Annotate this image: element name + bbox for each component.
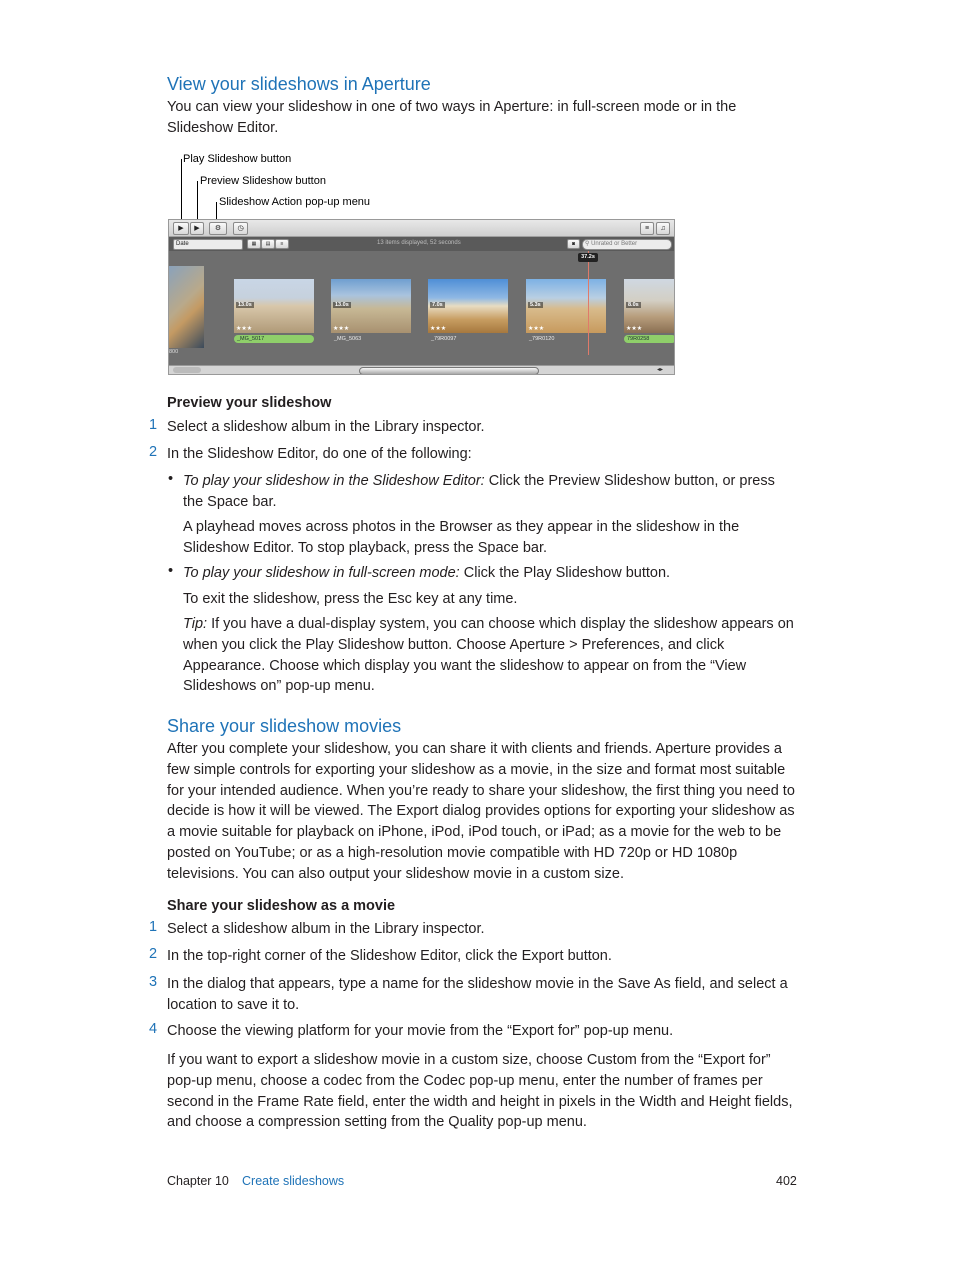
bullet-item [183, 563, 799, 584]
thumbnail-name: 79R0258 [624, 335, 675, 343]
browser-view-button[interactable] [640, 222, 654, 235]
bullet-lead: To play your slideshow in full-screen mode: [183, 565, 460, 581]
thumbnail-name: _MG_5063 [334, 336, 362, 342]
bullet-item [183, 471, 799, 513]
step-text: Select a slideshow album in the Library inspector. [167, 921, 485, 937]
step-number: 1 [149, 417, 158, 433]
step-number: 3 [149, 974, 158, 990]
tip-text: If you have a dual-display system, you can choose which display the slideshow appears on when you click the Play Slideshow button. Choose Aperture > Preferences, and click Appearance. Choose which display you want the slideshow to appear on from the “View Slideshows on” pop-up menu. [183, 616, 794, 695]
music-button[interactable] [656, 222, 670, 235]
star-rating: ★★★ [528, 326, 545, 332]
step-text: Select a slideshow album in the Library inspector. [167, 419, 485, 435]
filter-icon: ◙ [571, 241, 576, 247]
subheading-preview: Preview your slideshow [167, 395, 332, 411]
star-rating: ★★★ [333, 326, 350, 332]
step-text: In the dialog that appears, type a name for the slideshow movie in the Save As field, and select a location to save it to. [167, 976, 788, 1013]
thumbnail-item[interactable] [234, 279, 314, 342]
callout-play-slideshow: Play Slideshow button [183, 153, 292, 165]
step-number: 2 [149, 946, 158, 962]
callout-line [181, 159, 182, 225]
step-text: In the top-right corner of the Slideshow Editor, click the Export button. [167, 948, 612, 964]
footer-chapter-link[interactable]: Create slideshows [242, 1174, 345, 1188]
section-intro: After you complete your slideshow, you can share it with clients and friends. Aperture provides a few simple controls for exporting your slideshow as a movie, in the size and format most suitable for your intended audience. When you’re ready to share your slideshow, the first thing you need to decide is how it will be viewed. The Export dialog provides options for exporting your slideshow as a movie suitable for playback on iPhone, iPod, iPod touch, or iPad; as a movie for the web to be posted on YouTube; or as a high-resolution movie compatible with HD 720p or HD 1080p televisions. You can also output your slideshow movie in a custom size. [167, 741, 795, 882]
view-grid-button[interactable] [247, 239, 261, 249]
sort-value: Date [176, 241, 189, 247]
filmstrip-icon: ▤ [265, 241, 271, 247]
clock-icon: ◷ [237, 225, 244, 232]
play-slideshow-button[interactable] [173, 222, 189, 235]
list-view-icon: ≡ [280, 241, 284, 247]
playhead-time: 37.2s [578, 253, 598, 262]
section-intro: You can view your slideshow in one of two ways in Aperture: in full-screen mode or in the Slideshow Editor. [167, 99, 737, 136]
thumbnail-item[interactable] [428, 279, 508, 342]
star-rating: ★★★ [236, 326, 253, 332]
bullet: • [168, 563, 174, 579]
thumbnail-item[interactable] [624, 279, 675, 342]
bullet: • [168, 471, 174, 487]
bullet-paragraph: To exit the slideshow, press the Esc key at any time. [183, 591, 518, 607]
callout-action-menu: Slideshow Action pop-up menu [219, 196, 371, 208]
timer-button[interactable] [233, 222, 248, 235]
page-number: 402 [776, 1174, 797, 1188]
tip-paragraph [183, 614, 799, 697]
filter-value: Unrated or Better [591, 241, 638, 247]
bullet-paragraph: A playhead moves across photos in the Browser as they appear in the slideshow in the Slideshow Editor. To stop playback, press the Space bar. [183, 519, 740, 556]
tip-label: Tip: [183, 616, 208, 632]
gear-icon: ⚙ [214, 225, 222, 232]
search-filter-field[interactable] [582, 239, 672, 250]
list-icon: ≡ [644, 225, 650, 232]
bottom-bar [169, 365, 674, 375]
filmstrip [169, 251, 674, 365]
thumbnail-name: _79R0120 [529, 336, 555, 342]
section-title-view-slideshows: View your slideshows in Aperture [167, 74, 431, 94]
bullet-text: Click the Play Slideshow button. [459, 565, 671, 581]
star-rating: ★★★ [626, 326, 643, 332]
thumbnail-item[interactable] [526, 279, 606, 342]
duration-badge: 7.0s [432, 302, 443, 308]
music-note-icon: ♫ [660, 225, 666, 232]
sort-popup[interactable] [173, 239, 243, 250]
preview-slideshow-button[interactable] [190, 222, 204, 235]
step-text: In the Slideshow Editor, do one of the following: [167, 446, 472, 462]
bullet-text: Click the Preview Slideshow button, or press the Space bar. [183, 473, 775, 510]
star-rating: ★★★ [430, 326, 447, 332]
duration-badge: 8.0s [628, 302, 639, 308]
slideshow-editor-screenshot [168, 219, 675, 375]
step-text: Choose the viewing platform for your movie from the “Export for” pop-up menu. [167, 1023, 674, 1039]
step-number: 1 [149, 919, 158, 935]
preview-play-icon: ▶ [194, 225, 200, 232]
playhead[interactable] [588, 251, 589, 355]
thumbnail-name: _79R0097 [431, 336, 457, 342]
subheading-share: Share your slideshow as a movie [167, 898, 396, 914]
play-icon: ▶ [178, 225, 184, 232]
bullet-lead: To play your slideshow in the Slideshow Editor: [183, 473, 485, 489]
footer-chapter: Chapter 10 [167, 1174, 229, 1188]
section-title-share-movies: Share your slideshow movies [167, 716, 402, 736]
partial-thumb-label: 800 [169, 349, 179, 355]
callout-preview-slideshow: Preview Slideshow button [200, 175, 326, 187]
grid-icon: ▦ [251, 241, 257, 247]
search-icon: ⚲ [585, 241, 592, 247]
step-number: 4 [149, 1021, 158, 1037]
slideshow-action-menu[interactable] [209, 222, 227, 235]
zoom-slider[interactable] [173, 367, 201, 373]
duration-badge: 5.3s [530, 302, 541, 308]
items-status: 13 items displayed, 52 seconds [377, 240, 461, 246]
thumbnail-name: _MG_5017 [234, 335, 314, 343]
view-filmstrip-button[interactable] [261, 239, 275, 249]
horizontal-scrollbar[interactable] [359, 367, 539, 375]
view-list-button[interactable] [275, 239, 289, 249]
thumbnail-item[interactable] [331, 279, 411, 342]
duration-badge: 13.0s [238, 302, 252, 308]
browser-toolbar [169, 237, 674, 251]
duration-badge: 13.0s [335, 302, 349, 308]
closing-paragraph: If you want to export a slideshow movie in a custom size, choose Custom from the “Export for” pop-up menu, choose a codec from the Codec pop-up menu, enter the number of frames per second in the Frame Rate field, enter the width and height in pixels in the Width and Height fields, and choose a compression setting from the Quality pop-up menu. [167, 1052, 793, 1131]
slideshow-toolbar [169, 220, 674, 237]
filter-button[interactable] [567, 239, 580, 249]
step-number: 2 [149, 444, 158, 460]
partial-thumbnail [169, 266, 204, 348]
scroll-arrows-icon[interactable]: ◂▸ [657, 367, 664, 373]
